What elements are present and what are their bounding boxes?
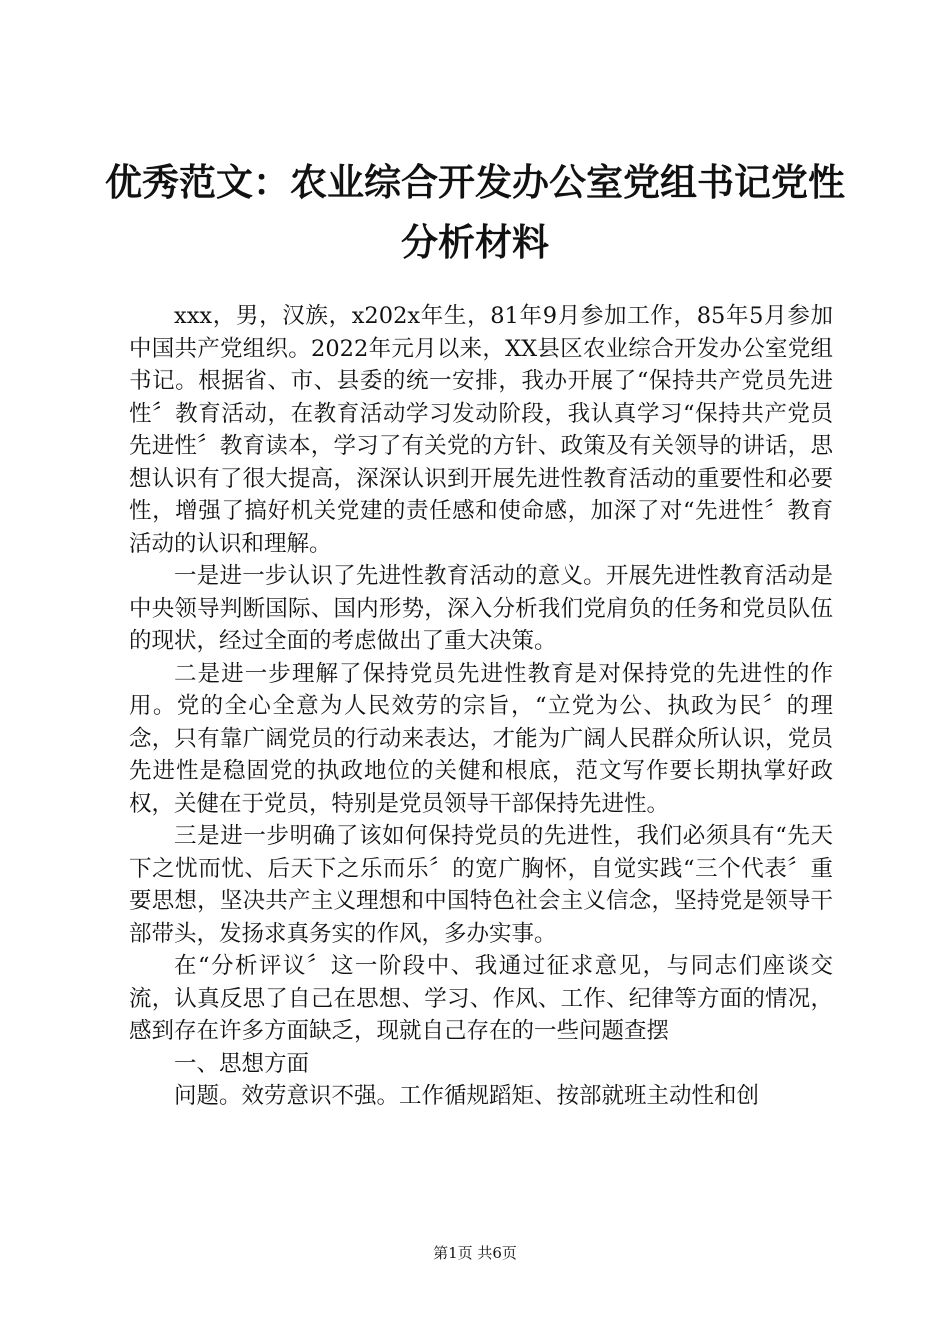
document-title-line-2: 分析材料	[401, 221, 549, 264]
paragraph-intro: xxx，男，汉族，x202x年生，81年9月参加工作，85年5月参加中国共产党组织。2022年元月以来，XX县区农业综合开发办公室党组书记。根据省、市、县委的统一安排，我办开展了“保持共产党员先进性〞教育活动，在教育活动学习发动阶段，我认真学习“保持共产党员先进性〞教育读本，学习了有关党的方针、政策及有关领导的讲话，思想认识有了很大提高，深深认识到开展先进性教育活动的重要性和必要性，增强了搞好机关党建的责任感和使命感，加深了对“先进性〞教育活动的认识和理解。	[129, 303, 833, 557]
document-body	[129, 300, 833, 1113]
document-title-line-1: 优秀范文：农业综合开发办公室党组书记党性	[105, 161, 845, 204]
paragraph-point-three: 三是进一步明确了该如何保持党员的先进性，我们必须具有“先天下之忧而忧、后天下之乐而乐〞的宽广胸怀，自觉实践“三个代表〞重要思想，坚决共产主义理想和中国特色社会主义信念，坚持党是领导干部带头，发扬求真务实的作风，多办实事。	[129, 823, 833, 947]
section-heading-thought: 一、思想方面	[174, 1050, 310, 1077]
page-number-footer: 第1页 共6页	[433, 1244, 517, 1262]
paragraph-point-two: 二是进一步理解了保持党员先进性教育是对保持党的先进性的作用。党的全心全意为人民效劳的宗旨，“立党为公、执政为民〞的理念，只有靠广阔党员的行动来表达，才能为广阔人民群众所认识，党员先进性是稳固党的执政地位的关健和根底，范文写作要长期执掌好政权，关健在于党员，特别是党员领导干部保持先进性。	[129, 660, 833, 817]
paragraph-analysis: 在“分析评议〞这一阶段中、我通过征求意见，与同志们座谈交流，认真反思了自己在思想、学习、作风、工作、纪律等方面的情况，感到存在许多方面缺乏，现就自己存在的一些问题查摆	[129, 953, 833, 1044]
paragraph-problem: 问题。效劳意识不强。工作循规蹈矩、按部就班主动性和创	[174, 1083, 760, 1109]
paragraph-point-one: 一是进一步认识了先进性教育活动的意义。开展先进性教育活动是中央领导判断国际、国内形势，深入分析我们党肩负的任务和党员队伍的现状，经过全面的考虑做出了重大决策。	[129, 563, 833, 654]
